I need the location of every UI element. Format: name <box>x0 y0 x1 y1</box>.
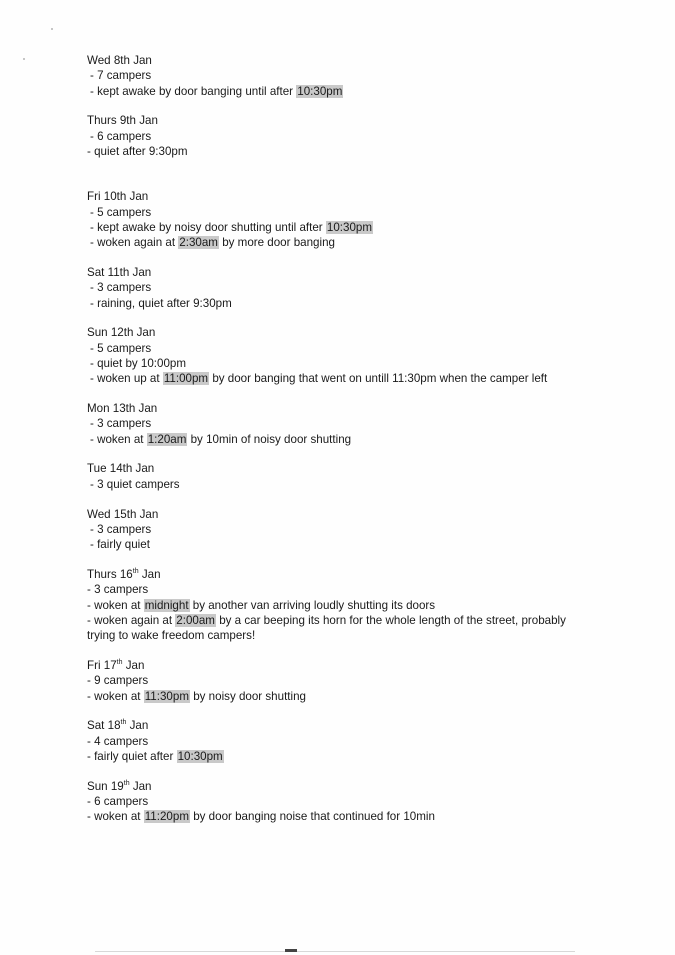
entry-item: - 4 campers <box>87 734 149 748</box>
highlighted-time: 10:30pm <box>326 220 372 234</box>
log-entry <box>87 53 647 99</box>
entry-date: Fri 10th Jan <box>87 190 149 204</box>
entry-item: - 3 campers <box>90 417 152 431</box>
noise-log <box>87 53 647 839</box>
log-entry <box>87 113 647 159</box>
entry-item: - woken at 11:30pm by noisy door shutting <box>87 689 306 703</box>
footer-mark <box>285 949 297 952</box>
highlighted-time: 2:00am <box>176 613 215 627</box>
highlighted-time: midnight <box>144 598 189 612</box>
entry-item: - woken at midnight by another van arriving loudly shutting its doors <box>87 598 436 612</box>
entry-item: - 3 campers <box>87 583 149 597</box>
entry-item: - 3 campers <box>90 522 152 536</box>
entry-item: - 6 campers <box>90 129 152 143</box>
highlighted-time: 11:30pm <box>144 689 189 703</box>
highlighted-time: 11:20pm <box>144 810 189 824</box>
entry-item: - fairly quiet after 10:30pm <box>87 749 223 763</box>
scan-speck <box>23 58 25 60</box>
log-entry <box>87 401 647 447</box>
entry-item: - 3 campers <box>90 281 152 295</box>
entry-date: Wed 15th Jan <box>87 507 159 521</box>
entry-date: Mon 13th Jan <box>87 402 158 416</box>
highlighted-time: 10:30pm <box>177 749 223 763</box>
entry-date: Fri 17th Jan <box>87 658 145 672</box>
log-entry <box>87 779 647 825</box>
entry-date: Sat 18th Jan <box>87 719 149 733</box>
entry-date: Wed 8th Jan <box>87 54 152 67</box>
highlighted-time: 2:30am <box>179 236 218 250</box>
log-entry <box>87 658 647 704</box>
log-entry <box>87 189 647 250</box>
scan-speck <box>51 28 53 30</box>
entry-date: Tue 14th Jan <box>87 462 155 476</box>
highlighted-time: 1:20am <box>147 432 187 446</box>
entry-item: - 7 campers <box>90 69 152 83</box>
log-entry <box>87 507 647 553</box>
entry-item: - woken again at 2:00am by a car beeping its horn for the whole length of the street, probably trying to wake freedom campers! <box>87 613 566 643</box>
entry-date: Thurs 9th Jan <box>87 114 158 128</box>
log-entry <box>87 567 647 643</box>
entry-item: - 6 campers <box>87 794 149 808</box>
entry-item: - woken at 11:20pm by door banging noise that continued for 10min <box>87 810 435 824</box>
highlighted-time: 10:30pm <box>297 84 343 98</box>
entry-date: Sun 12th Jan <box>87 326 156 340</box>
entry-item: - raining, quiet after 9:30pm <box>90 296 232 310</box>
log-entry <box>87 461 647 492</box>
entry-item: - quiet by 10:00pm <box>90 356 187 370</box>
entry-date: Sat 11th Jan <box>87 265 152 279</box>
highlighted-time: 11:00pm <box>163 372 209 386</box>
entry-item: - kept awake by door banging until after 10:30pm <box>90 84 343 98</box>
footer-rule <box>95 951 575 952</box>
entry-item: - 5 campers <box>90 341 152 355</box>
entry-item: - kept awake by noisy door shutting until after 10:30pm <box>90 220 372 234</box>
entry-item: - woken again at 2:30am by more door banging <box>90 236 335 250</box>
log-entry <box>87 325 647 386</box>
log-entry <box>87 265 647 311</box>
entry-date: Sun 19th Jan <box>87 779 152 793</box>
entry-item: - woken at 1:20am by 10min of noisy door shutting <box>90 432 352 446</box>
entry-item: - woken up at 11:00pm by door banging that went on untill 11:30pm when the camper left <box>90 372 548 386</box>
entry-item: - fairly quiet <box>90 538 150 552</box>
entry-date: Thurs 16th Jan <box>87 567 161 581</box>
log-entry <box>87 718 647 764</box>
entry-item: - quiet after 9:30pm <box>87 144 188 158</box>
entry-item: - 5 campers <box>90 205 152 219</box>
entry-item: - 9 campers <box>87 674 149 688</box>
entry-item: - 3 quiet campers <box>90 477 180 491</box>
